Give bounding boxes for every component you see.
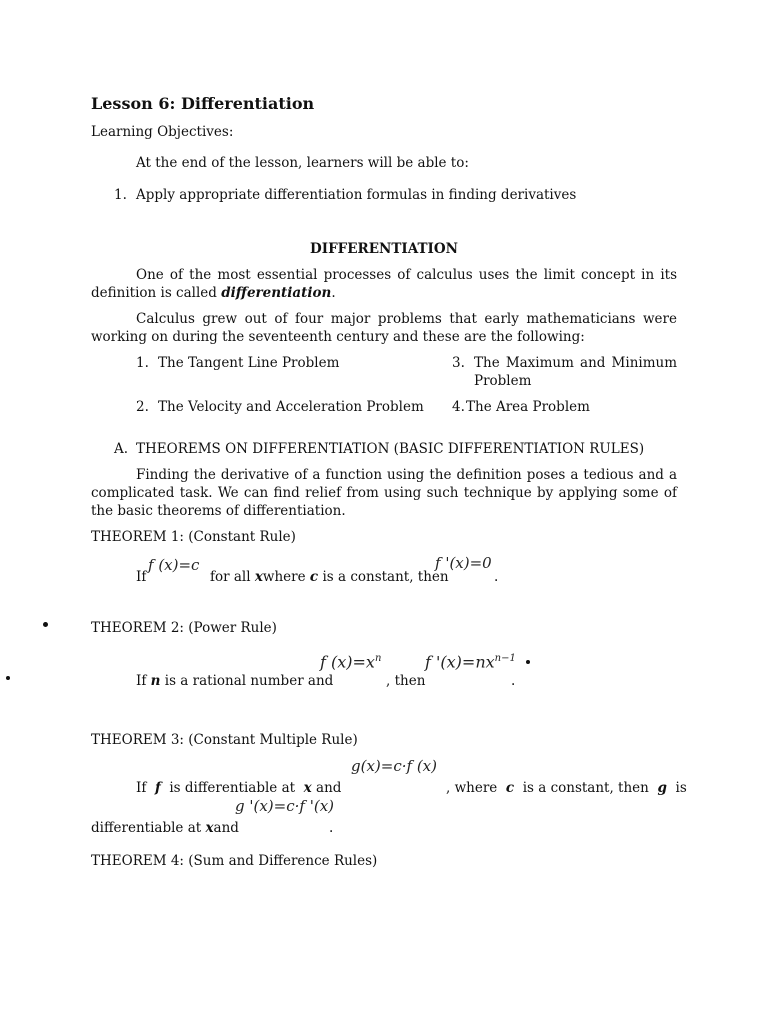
theorem-1-formula-hypothesis: f (x)=c	[148, 556, 200, 574]
theorem-2-formula-result	[425, 650, 516, 671]
problem-item: The Tangent Line Problem	[158, 355, 340, 371]
lesson-label: Lesson 6:	[91, 94, 176, 113]
objective-item: Apply appropriate differentiation formulas in finding derivatives	[136, 187, 577, 203]
theorem-1-period: .	[494, 569, 499, 585]
problem-item	[474, 354, 677, 390]
variable-c: c	[505, 780, 515, 796]
problem-item: The Area Problem	[466, 399, 590, 415]
statement-text: and	[316, 780, 342, 796]
statement-text: differentiable at	[91, 820, 202, 836]
emphasis-term: differentiation	[221, 285, 332, 301]
statement-text: is	[675, 780, 687, 796]
problem-number: 2.	[136, 399, 149, 415]
theorem-4-title: THEOREM 4: (Sum and Difference Rules)	[91, 853, 378, 869]
theorem-1-if: If	[136, 569, 147, 585]
stray-bullet-mark	[43, 622, 48, 627]
theorem-2-formula-hypothesis	[320, 650, 381, 671]
objective-number: 1.	[114, 187, 127, 203]
statement-text: If	[136, 673, 147, 689]
problem-item-text: The Maximum and Minimum Problem	[474, 355, 677, 389]
theorem-2-then: , then	[386, 673, 426, 689]
theorem-3-formula-result: g '(x)=c·f '(x)	[235, 797, 335, 815]
theorems-letter: A.	[114, 441, 129, 457]
objectives-heading: Learning Objectives:	[91, 124, 234, 140]
theorem-3-statement-part-1	[136, 779, 341, 797]
theorem-2-period: .	[511, 673, 516, 689]
problem-number: 1.	[136, 355, 149, 371]
formula-base: f '(x)=nx	[425, 652, 495, 672]
theorem-2-statement	[136, 672, 333, 690]
theorem-3-formula-hypothesis: g(x)=c·f (x)	[351, 757, 437, 775]
theorem-3-title: THEOREM 3: (Constant Multiple Rule)	[91, 732, 358, 748]
theorem-2-title: THEOREM 2: (Power Rule)	[91, 620, 277, 636]
formula-exponent: n−1	[494, 653, 516, 664]
theorems-heading: THEOREMS ON DIFFERENTIATION (BASIC DIFFERENTIATION RULES)	[136, 441, 645, 457]
theorem-3-statement-part-2	[446, 779, 687, 797]
statement-text: and	[213, 820, 239, 836]
statement-text: where	[262, 569, 306, 585]
statement-text: , where	[446, 780, 498, 796]
theorem-1-title: THEOREM 1: (Constant Rule)	[91, 529, 296, 545]
variable-x: x	[205, 820, 214, 836]
problem-number: 3.	[452, 355, 465, 371]
variable-f: f	[154, 780, 161, 796]
variable-x: x	[303, 780, 312, 796]
section-heading: DIFFERENTIATION	[310, 241, 458, 257]
stray-bullet-mark	[6, 676, 10, 680]
statement-text: is a rational number and	[164, 673, 334, 689]
lesson-title: Differentiation	[181, 94, 315, 113]
theorem-1-formula-result: f '(x)=0	[435, 554, 492, 572]
problem-item: The Velocity and Acceleration Problem	[158, 399, 424, 415]
paragraph-3: Finding the derivative of a function using the definition poses a tedious and a complicated task. We can find relief from using such technique by applying some of the basic theorems of differentiation.	[91, 467, 677, 519]
statement-text: is a constant, then	[322, 569, 449, 585]
paragraph-1	[91, 266, 677, 302]
theorem-3-period: .	[329, 820, 334, 836]
statement-text: is differentiable at	[169, 780, 296, 796]
objectives-intro: At the end of the lesson, learners will be able to:	[136, 155, 469, 171]
theorem-1-statement	[210, 568, 449, 586]
formula-base: f (x)=x	[320, 652, 375, 672]
paragraph-1-end: .	[331, 285, 336, 301]
theorem-3-statement-line-2	[91, 819, 239, 837]
stray-bullet-mark	[526, 660, 530, 664]
paragraph-1-text: One of the most essential processes of calculus uses the limit concept in its definition is called	[91, 267, 677, 301]
statement-text: for all	[210, 569, 251, 585]
paragraph-2: Calculus grew out of four major problems that early mathematicians were working on during the seventeenth century and these are the following:	[91, 311, 677, 345]
formula-exponent: n	[374, 653, 382, 664]
variable-c: c	[309, 569, 319, 585]
problem-number: 4.	[452, 399, 465, 415]
variable-x: x	[254, 569, 263, 585]
variable-n: n	[150, 673, 161, 689]
statement-text: is a constant, then	[522, 780, 649, 796]
variable-g: g	[657, 780, 667, 796]
statement-text: If	[136, 780, 147, 796]
